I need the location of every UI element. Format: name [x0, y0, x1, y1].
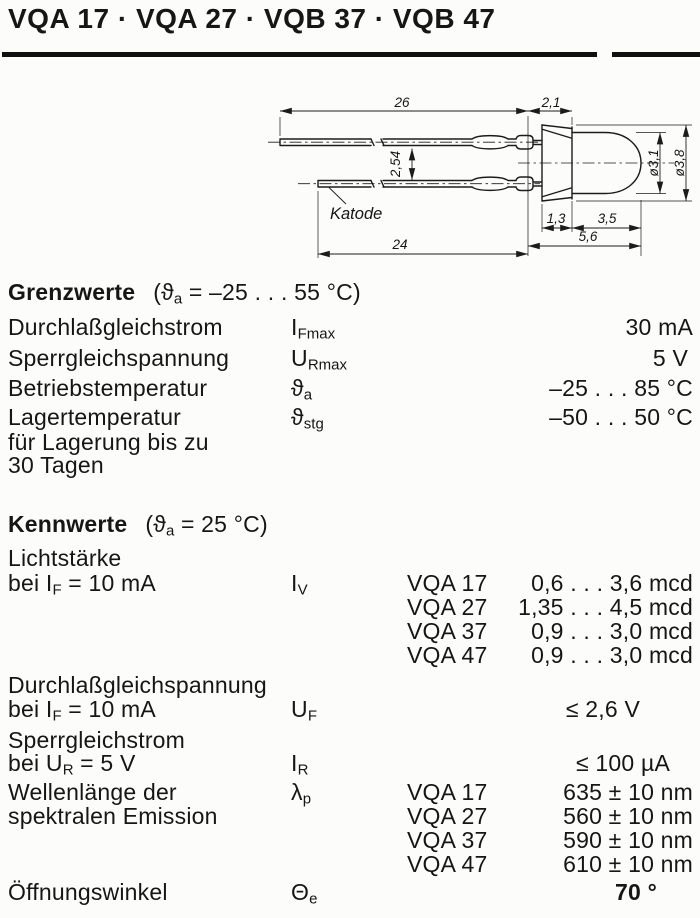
condition-post: = –25 . . . 55 °C)	[182, 279, 361, 305]
symbol-base: U	[291, 345, 308, 371]
kathode-leader-line	[329, 188, 346, 205]
label-pre: bei I	[8, 696, 53, 722]
variant-value: 560 ± 10 nm	[563, 803, 693, 829]
dim-lead-top-label: 26	[394, 95, 410, 110]
led-dimension-drawing	[250, 80, 700, 270]
param-label: Betriebstemperatur	[8, 375, 208, 401]
symbol-base: I	[291, 750, 298, 776]
variant-value: 0,9 . . . 3,0 mcd	[531, 618, 693, 644]
kennwerte-title: Kennwerte	[8, 511, 128, 537]
variant-value: 610 ± 10 nm	[563, 851, 693, 877]
param-label: Lagertemperatur	[8, 404, 182, 430]
dimension-lines	[280, 111, 692, 258]
grenzwerte-condition	[153, 279, 361, 308]
param-label: Durchlaßgleichstrom	[8, 314, 223, 340]
variant-value: 1,35 . . . 4,5 mcd	[518, 594, 693, 620]
symbol-base: I	[291, 570, 298, 596]
symbol-base: U	[291, 696, 308, 722]
variant-name: VQA 27	[407, 594, 488, 620]
variant-value: 0,9 . . . 3,0 mcd	[531, 642, 693, 668]
label-post: = 5 V	[73, 750, 136, 776]
variant-name: VQA 47	[407, 851, 488, 877]
param-row-lagertemperatur	[0, 405, 700, 431]
param-label-line2: für Lagerung bis zu	[8, 429, 209, 455]
param-row-betriebstemperatur	[0, 376, 700, 402]
label-pre: bei I	[8, 570, 53, 596]
param-label: Sperrgleichstrom	[8, 727, 186, 753]
centerlines	[268, 142, 674, 184]
condition-sub: a	[166, 522, 175, 540]
param-symbol	[291, 779, 312, 808]
param-value: 5 V	[652, 345, 688, 371]
param-value: 30 mA	[625, 314, 693, 340]
symbol-sub: F	[307, 707, 317, 725]
condition-sub: a	[173, 290, 183, 308]
variant-name: VQA 17	[407, 570, 488, 596]
variant-name: VQA 27	[407, 803, 488, 829]
label-pre: bei U	[8, 750, 63, 776]
param-value: 70 °	[615, 879, 657, 905]
param-label: Lichtstärke	[8, 545, 122, 571]
param-value: –50 . . . 50 °C	[549, 404, 693, 430]
symbol-base: ϑ	[291, 404, 304, 430]
symbol-sub: e	[309, 890, 318, 908]
grenzwerte-title: Grenzwerte	[8, 279, 136, 305]
dia-flange-label: ø3,8	[672, 149, 687, 177]
condition-post: = 25 °C)	[174, 511, 268, 537]
symbol-sub: R	[297, 761, 309, 779]
param-value: ≤ 2,6 V	[565, 696, 640, 722]
label-sub: F	[52, 581, 62, 599]
symbol-base: ϑ	[291, 375, 304, 401]
param-label-line3: 30 Tagen	[8, 452, 104, 478]
symbol-sub: V	[297, 581, 308, 599]
param-symbol	[291, 345, 347, 374]
kennwerte-condition	[145, 511, 268, 540]
param-symbol	[291, 879, 318, 908]
symbol-sub: a	[303, 386, 313, 404]
condition-pre: (ϑ	[145, 511, 167, 537]
variant-value: 590 ± 10 nm	[563, 827, 693, 853]
page-title: VQA 17 · VQA 27 · VQB 37 · VQB 47	[8, 3, 496, 34]
param-value: ≤ 100 µA	[576, 750, 670, 776]
variant-value: 635 ± 10 nm	[563, 779, 693, 805]
symbol-base: I	[291, 314, 298, 340]
dia-dome-label: ø3,1	[646, 149, 661, 177]
symbol-sub: p	[302, 790, 312, 808]
param-row-sperrgleichstrom-condition	[0, 751, 700, 777]
param-label: Sperrgleichspannung	[8, 345, 230, 371]
param-symbol	[291, 696, 317, 725]
dim-flange-thickness-label: 1,3	[546, 211, 566, 226]
label-post: = 10 mA	[61, 570, 156, 596]
variant-name: VQA 47	[407, 642, 488, 668]
label-sub: R	[62, 761, 74, 779]
param-symbol	[291, 404, 324, 433]
dim-lead-bottom-label: 24	[392, 237, 408, 252]
param-label-line2	[8, 696, 156, 725]
symbol-base: λ	[291, 779, 303, 805]
variant-name: VQA 17	[407, 779, 488, 805]
variant-value: 0,6 . . . 3,6 mcd	[531, 570, 693, 596]
param-symbol	[291, 375, 313, 404]
param-label-line2	[8, 750, 136, 779]
param-row-sperrgleichspannung	[0, 346, 700, 372]
param-row-lichtstaerke	[0, 546, 700, 572]
param-label: Wellenlänge der	[8, 779, 177, 805]
param-symbol	[291, 314, 336, 343]
variant-row	[0, 852, 700, 878]
title-rule-left	[2, 52, 597, 57]
param-row-oeffnungswinkel	[0, 880, 700, 906]
symbol-sub: Fmax	[297, 325, 336, 343]
title-rule-right	[612, 52, 700, 57]
kathode-label: Katode	[330, 205, 383, 223]
param-symbol	[291, 750, 309, 779]
param-label: Öffnungswinkel	[8, 879, 168, 905]
grenzwerte-heading	[0, 280, 700, 306]
param-symbol	[291, 570, 308, 599]
param-label-line2: spektralen Emission	[8, 803, 218, 829]
param-row-durchlassgleichspannung-condition	[0, 697, 700, 723]
param-value: –25 . . . 85 °C	[549, 375, 693, 401]
kennwerte-heading	[0, 512, 700, 538]
dim-flange-width-label: 2,1	[541, 95, 561, 110]
dim-dome-length-label: 3,5	[597, 211, 617, 226]
condition-pre: (ϑ	[153, 279, 174, 305]
param-label-continuation	[0, 453, 700, 479]
variant-name: VQA 37	[407, 827, 488, 853]
dim-lead-pitch-label: 2,54	[388, 150, 403, 178]
variant-name: VQA 37	[407, 618, 488, 644]
param-label: Durchlaßgleichspannung	[8, 672, 267, 698]
dim-body-length-label: 5,6	[578, 229, 598, 244]
label-sub: F	[52, 707, 62, 725]
param-row-durchlassgleichstrom	[0, 315, 700, 341]
symbol-base: Θ	[291, 879, 310, 905]
label-post: = 10 mA	[61, 696, 156, 722]
variant-row	[0, 643, 700, 669]
symbol-sub: stg	[303, 415, 324, 433]
param-label-line2	[8, 570, 156, 599]
symbol-sub: Rmax	[307, 356, 347, 374]
